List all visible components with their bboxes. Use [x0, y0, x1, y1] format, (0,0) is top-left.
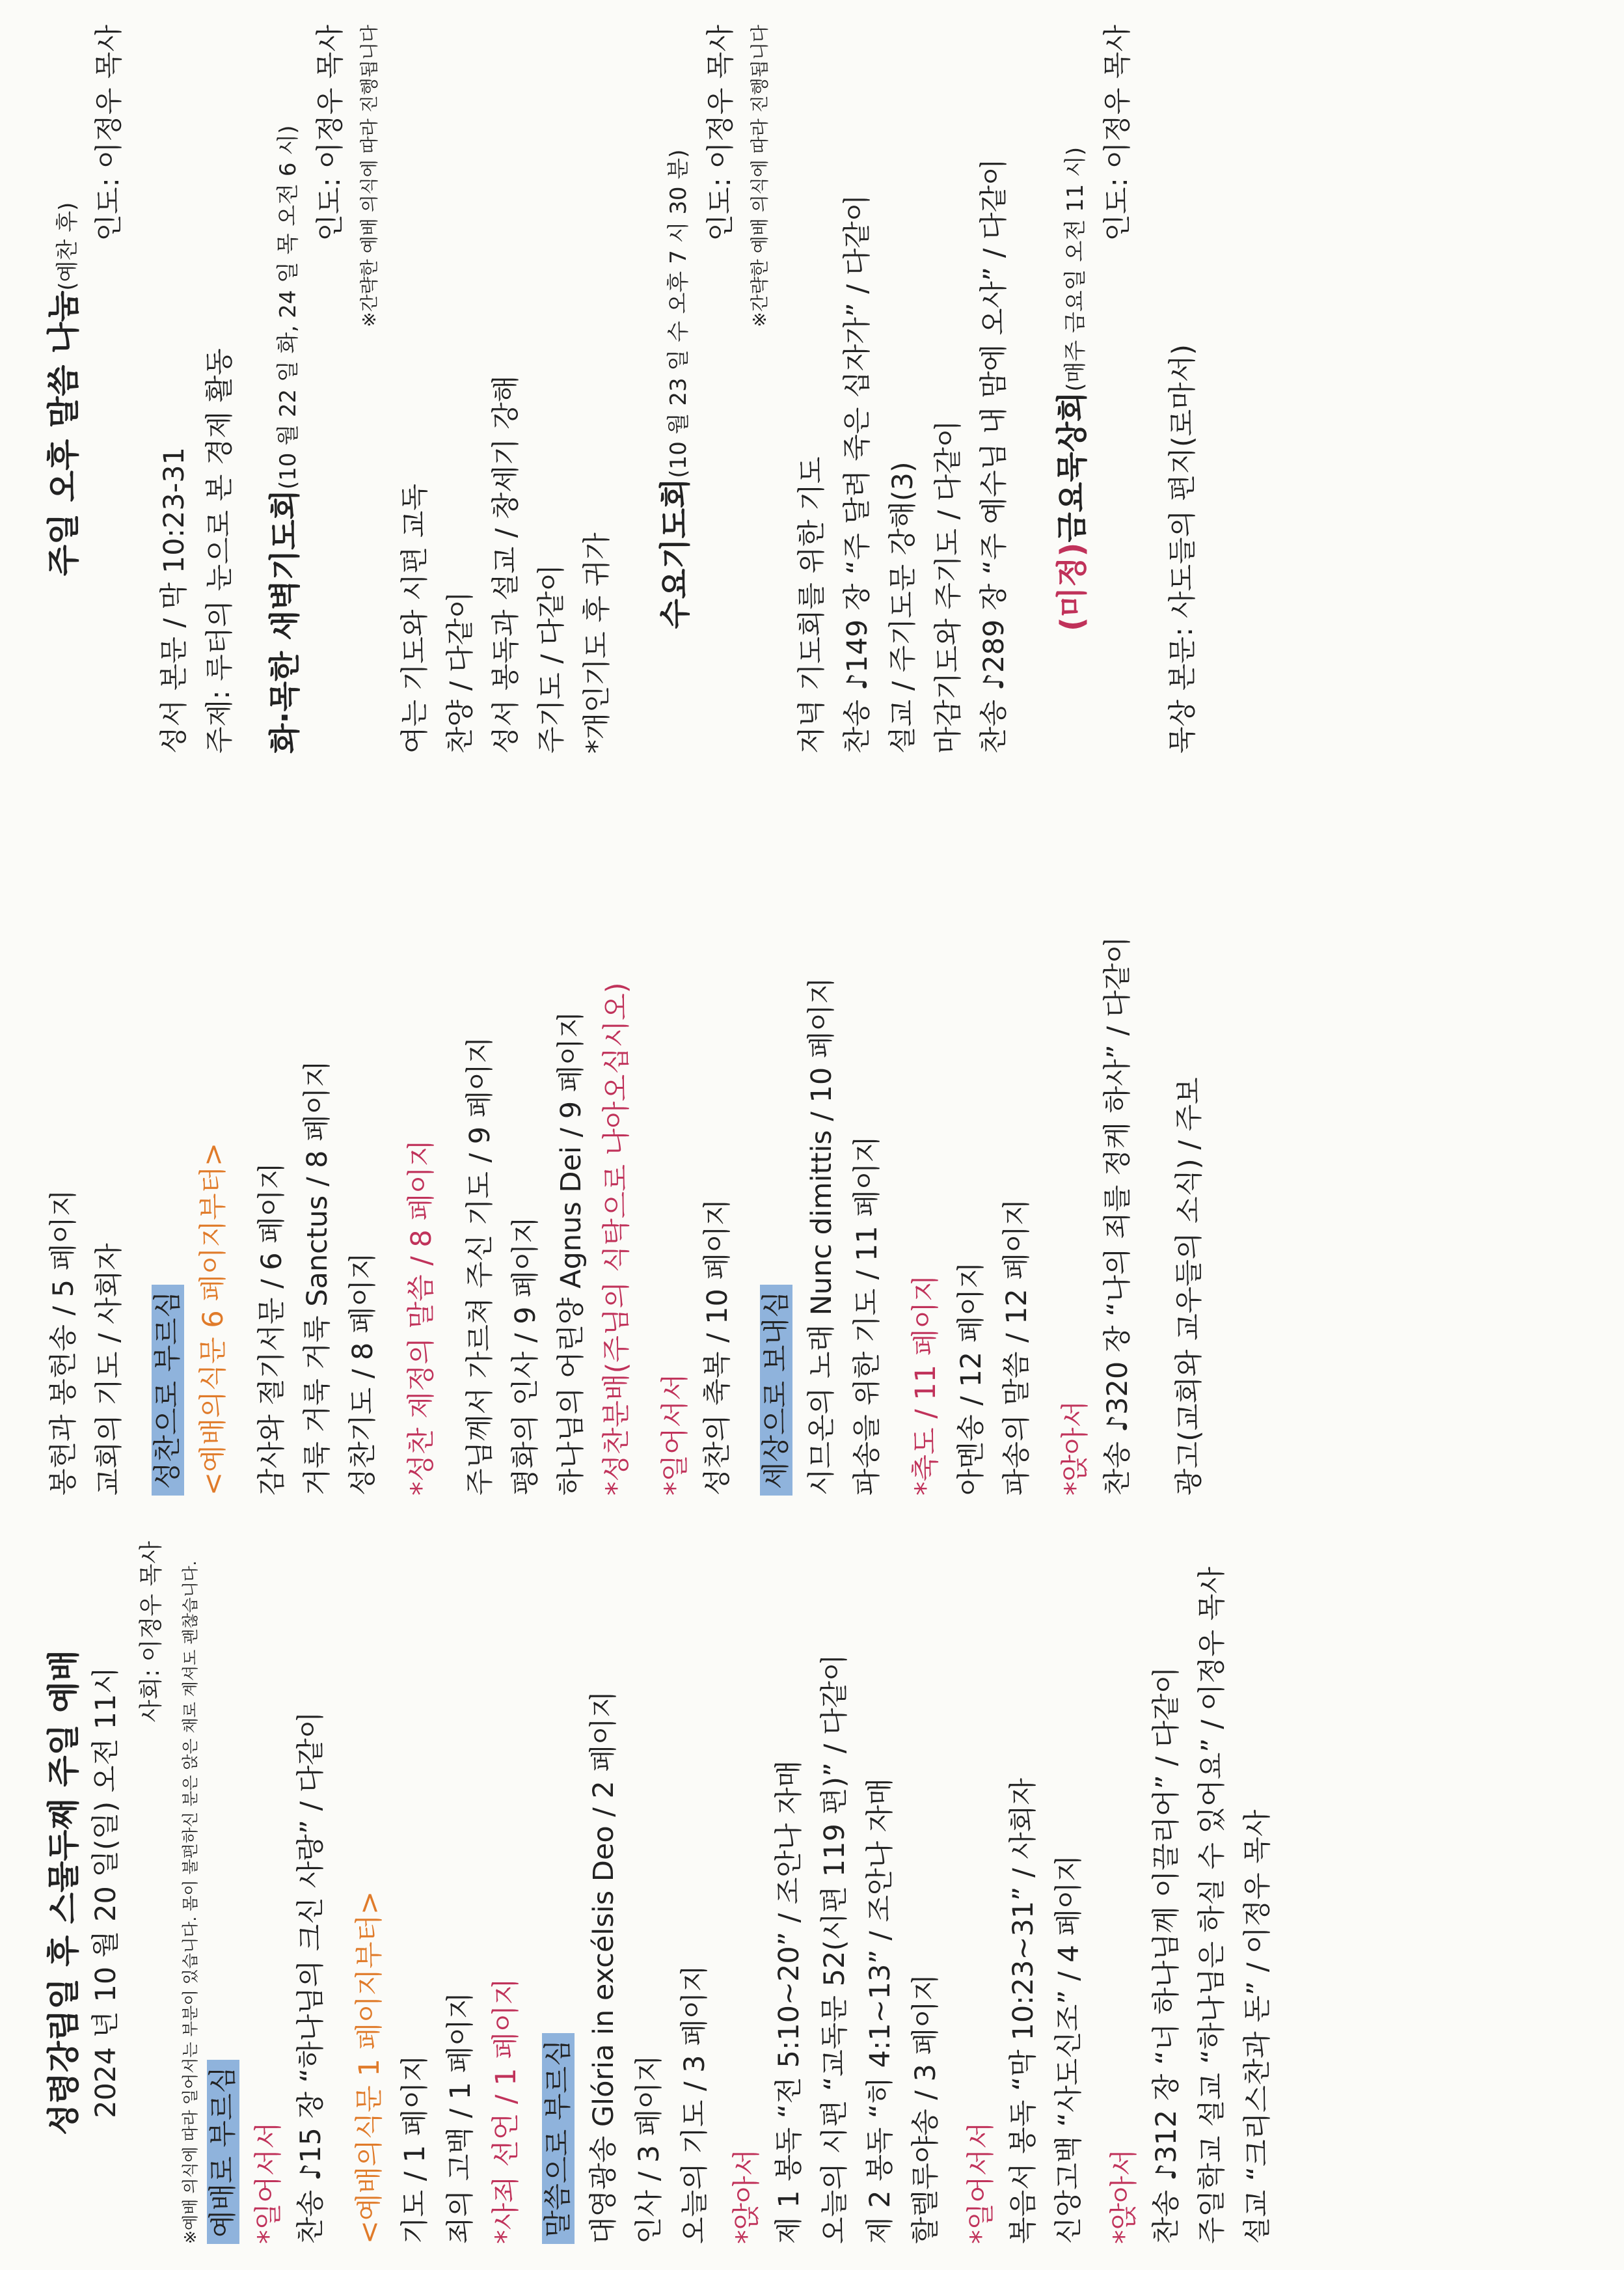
sit-instruction: *앉아서: [1108, 2148, 1141, 2244]
friday-title-text: 금요묵상회: [1054, 391, 1090, 543]
friday-text: 묵상 본문: 사도들의 편지(로마서): [1167, 344, 1199, 754]
creed-item: 신앙고백 “사도신조” / 4 페이지: [1053, 1855, 1085, 2244]
eucharist-prayer-item: 성찬기도 / 8 페이지: [347, 1252, 379, 1496]
wednesday-leader: 인도: 이정우 목사: [705, 25, 737, 241]
benediction-item: *축도 / 11 페이지: [910, 1274, 942, 1496]
second-reading: 제 2 봉독 “히 4:1~13” / 조안나 자매: [864, 1778, 897, 2244]
sermon-hymn: 찬송 ♪312 장 “너 하나님께 이끌리어” / 다같이: [1150, 1666, 1183, 2244]
confession-item: 죄의 고백 / 1 페이지: [444, 1991, 477, 2244]
afternoon-subtitle: (예찬 후): [55, 202, 81, 291]
agnus-dei-item: 하나님의 어린양 Agnus Dei / 9 페이지: [555, 1011, 588, 1496]
blessing-item: 성찬의 축복 / 10 페이지: [701, 1198, 734, 1496]
service-presider: 사회: 이정우 목사: [138, 1541, 165, 1723]
gloria-item: 대영광송 Glória in excélsis Deo / 2 페이지: [588, 1690, 620, 2244]
liturgy-reference: <예배의식문 1 페이지부터>: [353, 1891, 386, 2244]
amen-item: 아멘송 / 12 페이지: [955, 1261, 988, 1496]
wednesday-item: 설교 / 주기도문 강해(3): [887, 461, 919, 754]
offering-item: 봉헌과 봉헌송 / 5 페이지: [47, 1189, 80, 1496]
first-reading: 제 1 봉독 “전 5:10~20” / 조안나 자매: [773, 1760, 805, 2244]
section-heading: 말씀으로 부르심: [542, 2033, 575, 2244]
alleluia-item: 할렐루야송 / 3 페이지: [910, 1973, 942, 2244]
friday-leader: 인도: 이정우 목사: [1102, 25, 1134, 241]
column-sacrament: [0, 793, 1624, 1496]
wednesday-subtitle: (10 월 23 일 수 오후 7 시 30 분): [666, 149, 692, 478]
wednesday-item: 저녁 기도회를 위한 기도: [796, 456, 828, 754]
afternoon-theme: 주제: 루터의 눈으로 본 경제 활동: [204, 348, 236, 754]
main-sermon: 설교 “크리스찬과 돈” / 이정우 목사: [1241, 1809, 1274, 2244]
opening-hymn: 찬송 ♪15 장 “하나님의 크신 사랑” / 다같이: [295, 1711, 327, 2244]
peace-item: 평화의 인사 / 9 페이지: [509, 1216, 542, 1496]
lords-prayer-item: 주님께서 가르쳐 주신 기도 / 9 페이지: [464, 1036, 496, 1496]
section-sacrament: [150, 1285, 186, 1496]
section-word: [540, 2033, 576, 2244]
wednesday-title: [657, 25, 697, 754]
preface-item: 감사와 절기서문 / 6 페이지: [256, 1162, 288, 1496]
stand-instruction: *일어서서: [252, 2122, 285, 2244]
church-prayer-item: 교회의 기도 / 사회자: [93, 1243, 126, 1496]
dawn-note: ※간략한 예배 의식에 따라 진행됩니다: [359, 25, 380, 327]
closing-hymn: 찬송 ♪320 장 “나의 죄를 정케 하사” / 다같이: [1102, 936, 1134, 1496]
absolution-item: *사죄 선언 / 1 페이지: [490, 1978, 522, 2244]
friday-tag: (미정): [1054, 542, 1090, 632]
section-sending: [758, 1285, 794, 1496]
greeting-item: 인사 / 3 페이지: [633, 2055, 666, 2244]
stand-instruction: *일어서서: [659, 1373, 692, 1496]
dawn-subtitle: (10 월 22 일 화, 24 일 목 오전 6 시): [275, 125, 301, 490]
institution-item: *성찬 제정의 말씀 / 8 페이지: [405, 1139, 438, 1496]
afternoon-text: 성서 본문 / 막 10:23-31: [158, 446, 191, 754]
nunc-dimittis-item: 시므온의 노래 Nunc dimittis / 10 페이지: [805, 977, 838, 1496]
afternoon-title: [46, 25, 86, 754]
section-heading: 세상으로 보내심: [760, 1285, 792, 1496]
sending-prayer-item: 파송을 위한 기도 / 11 페이지: [851, 1136, 884, 1496]
distribution-item: *성찬분배(주님의 식탁으로 나아오십시오): [601, 982, 633, 1496]
sit-instruction: *앉아서: [731, 2148, 763, 2244]
wednesday-item: 찬송 ♪149 장 “주 달려 죽은 십자가” / 다같이: [841, 194, 874, 754]
wednesday-item: 마감기도와 주기도 / 다같이: [932, 420, 965, 754]
dawn-item: 주기도 / 다같이: [535, 564, 568, 754]
column-weekly-meetings: [0, 25, 1624, 754]
wednesday-note: ※간략한 예배 의식에 따라 진행됩니다: [749, 25, 770, 327]
dawn-item: 성서 봉독과 설교 / 창세기 강해: [490, 375, 522, 754]
collect-item: 오늘의 기도 / 3 페이지: [679, 1965, 711, 2244]
liturgy-reference: <예배의식문 6 페이지부터>: [197, 1142, 230, 1496]
dawn-item: *개인기도 후 귀가: [581, 532, 614, 754]
sunday-school-sermon: 주일학교 설교 “하나님은 하실 수 있어요” / 이정우 목사: [1196, 1566, 1228, 2244]
friday-subtitle: (매주 금요일 오전 11 시): [1062, 146, 1089, 392]
dawn-item: 찬양 / 다같이: [444, 591, 477, 754]
announcements-item: 광고(교회와 교우들의 소식) / 주보: [1173, 1077, 1206, 1496]
standing-note: ※예배 의식에 따라 일어서는 부분이 있습니다. 몸이 불편하신 분은 앉은 채로 계셔도 괜찮습니다.: [181, 1561, 200, 2244]
prayer-item: 기도 / 1 페이지: [399, 2055, 431, 2244]
service-date: 2024 년 10 월 20 일(일) 오전 11시: [90, 1667, 122, 2118]
section-heading: 예배로 부르심: [207, 2060, 239, 2244]
sit-instruction: *앉아서: [1059, 1400, 1092, 1496]
dawn-title: [267, 126, 306, 754]
gospel-reading: 복음서 봉독 “막 10:23~31” / 사회자: [1007, 1778, 1040, 2244]
afternoon-title-text: 주일 오후 말씀 나눔: [45, 290, 83, 577]
friday-title: [1054, 25, 1094, 754]
dismissal-item: 파송의 말씀 / 12 페이지: [1001, 1198, 1033, 1496]
column-main-service: [0, 1541, 1624, 2244]
psalm-item: 오늘의 시편 “교독문 52(시편 119 편)” / 다같이: [819, 1654, 851, 2244]
wednesday-title-text: 수요기도회: [657, 478, 694, 629]
dawn-leader: 인도: 이정우 목사: [314, 25, 347, 241]
service-title: 성령강림일 후 스물두째 주일 예배: [45, 1650, 83, 2135]
section-heading: 성찬으로 부르심: [152, 1285, 184, 1496]
dawn-item: 여는 기도와 시편 교독: [399, 484, 431, 754]
stand-instruction: *일어서서: [965, 2122, 997, 2244]
wednesday-item: 찬송 ♪289 장 “주 예수님 내 맘에 오사” / 다같이: [978, 158, 1010, 754]
afternoon-leader: 인도: 이정우 목사: [93, 25, 126, 241]
dawn-title-text: 화·목한 새벽기도회: [267, 489, 303, 754]
section-call-to-worship: [205, 2060, 241, 2244]
sanctus-item: 거룩 거룩 거룩 Sanctus / 8 페이지: [301, 1060, 334, 1496]
